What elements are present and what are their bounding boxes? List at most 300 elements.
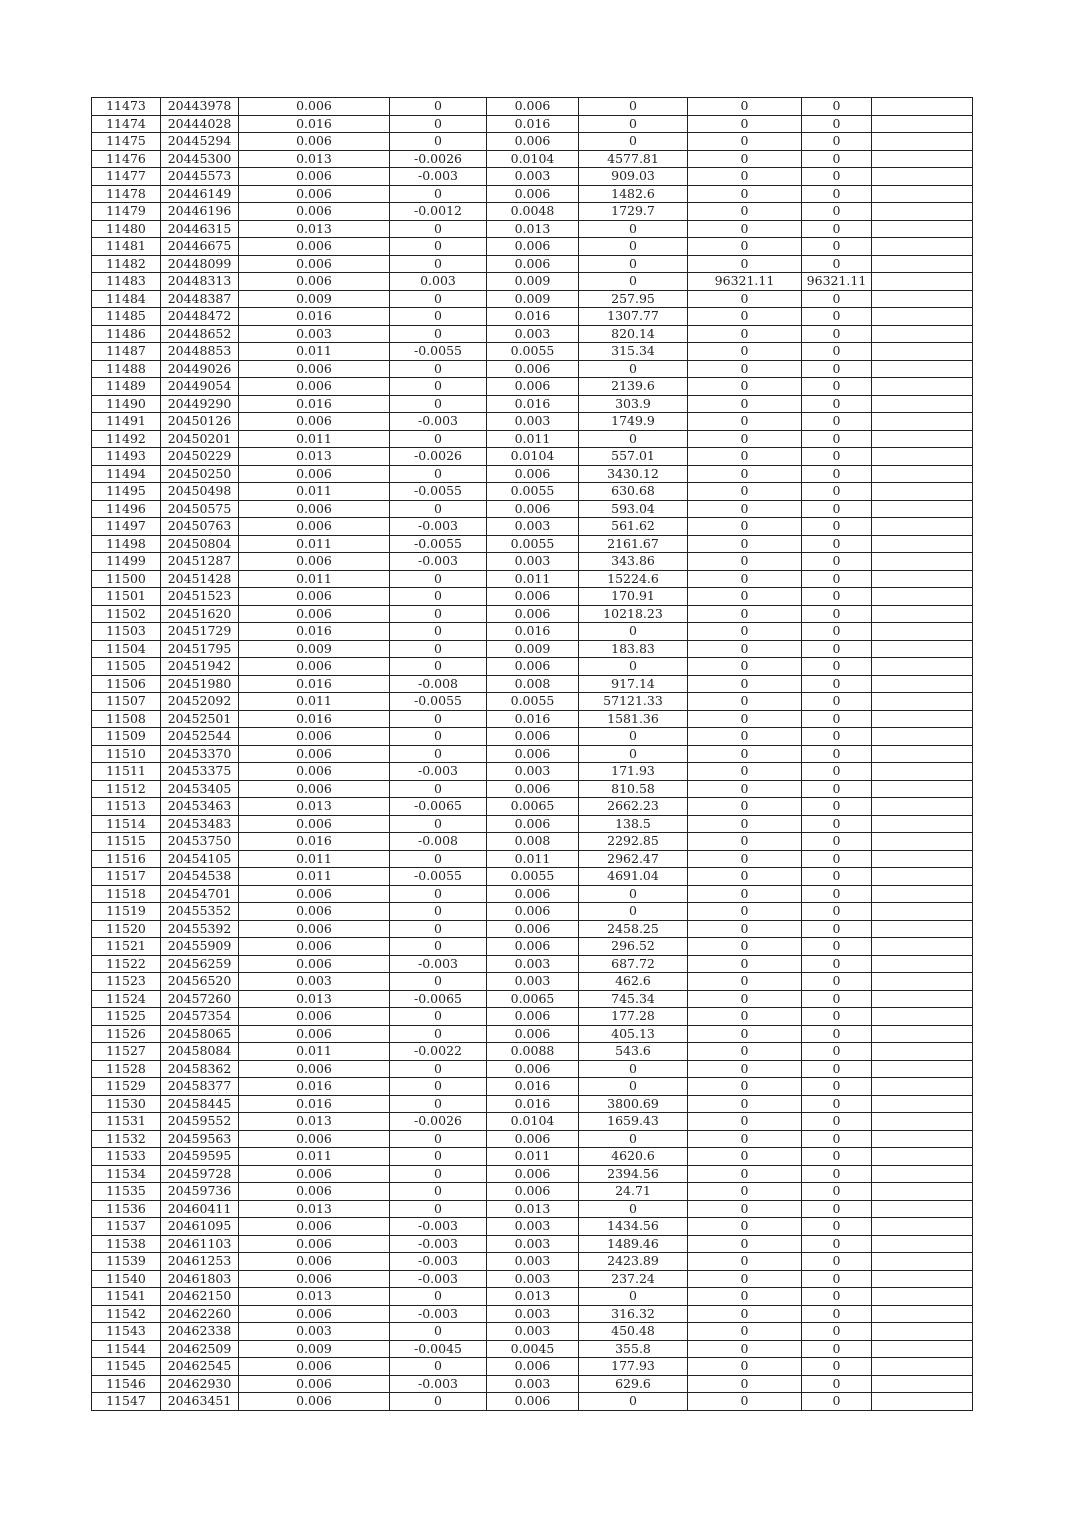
table-row	[92, 535, 973, 553]
value-c-cell: 0.006	[487, 133, 579, 151]
value-d-cell: 0	[688, 483, 802, 501]
value-a-cell: 0.006	[239, 1235, 390, 1253]
value-a-cell: 0.006	[239, 185, 390, 203]
blank-cell	[872, 710, 973, 728]
row-number-cell: 11478	[92, 185, 161, 203]
value-b-cell: 0	[390, 605, 487, 623]
value-c-cell: 0.0104	[487, 1113, 579, 1131]
value-b-cell: 0	[390, 850, 487, 868]
value-c-cell: 0.006	[487, 360, 579, 378]
value-a-cell: 0.006	[239, 1218, 390, 1236]
id-cell: 20450250	[161, 465, 239, 483]
value-c-cell: 0.006	[487, 658, 579, 676]
value-a-cell: 0.013	[239, 1200, 390, 1218]
row-number-cell: 11517	[92, 868, 161, 886]
value-c-cell: 0.008	[487, 833, 579, 851]
id-cell: 20448472	[161, 308, 239, 326]
id-cell: 20454538	[161, 868, 239, 886]
value-a-cell: 0.006	[239, 1358, 390, 1376]
value-e-cell: 0	[802, 973, 872, 991]
value-d-cell: 0	[688, 1095, 802, 1113]
table-row	[92, 588, 973, 606]
value-e-cell: 0	[802, 1235, 872, 1253]
value-d-cell: 0	[688, 675, 802, 693]
table-row	[92, 133, 973, 151]
amount-cell: 0	[579, 1288, 688, 1306]
value-e-cell: 0	[802, 885, 872, 903]
value-a-cell: 0.006	[239, 553, 390, 571]
amount-cell: 10218.23	[579, 605, 688, 623]
value-c-cell: 0.006	[487, 1025, 579, 1043]
row-number-cell: 11544	[92, 1340, 161, 1358]
id-cell: 20455909	[161, 938, 239, 956]
value-e-cell: 0	[802, 1288, 872, 1306]
value-c-cell: 0.006	[487, 728, 579, 746]
value-e-cell: 0	[802, 1305, 872, 1323]
table-row	[92, 1200, 973, 1218]
value-d-cell: 0	[688, 1165, 802, 1183]
amount-cell: 316.32	[579, 1305, 688, 1323]
value-e-cell: 0	[802, 1340, 872, 1358]
value-e-cell: 0	[802, 203, 872, 221]
row-number-cell: 11539	[92, 1253, 161, 1271]
value-c-cell: 0.006	[487, 255, 579, 273]
id-cell: 20451620	[161, 605, 239, 623]
table-row	[92, 623, 973, 641]
blank-cell	[872, 360, 973, 378]
table-row	[92, 868, 973, 886]
id-cell: 20459595	[161, 1148, 239, 1166]
row-number-cell: 11500	[92, 570, 161, 588]
value-e-cell: 0	[802, 255, 872, 273]
id-cell: 20459736	[161, 1183, 239, 1201]
value-d-cell: 0	[688, 448, 802, 466]
value-c-cell: 0.006	[487, 745, 579, 763]
amount-cell: 909.03	[579, 168, 688, 186]
amount-cell: 810.58	[579, 780, 688, 798]
blank-cell	[872, 168, 973, 186]
value-c-cell: 0.006	[487, 605, 579, 623]
value-b-cell: 0	[390, 973, 487, 991]
table-row	[92, 378, 973, 396]
table-row	[92, 168, 973, 186]
value-d-cell: 0	[688, 378, 802, 396]
amount-cell: 0	[579, 115, 688, 133]
row-number-cell: 11528	[92, 1060, 161, 1078]
value-d-cell: 0	[688, 885, 802, 903]
amount-cell: 24.71	[579, 1183, 688, 1201]
row-number-cell: 11520	[92, 920, 161, 938]
table-row	[92, 955, 973, 973]
value-e-cell: 0	[802, 693, 872, 711]
value-d-cell: 0	[688, 395, 802, 413]
table-row	[92, 658, 973, 676]
value-c-cell: 0.0055	[487, 483, 579, 501]
blank-cell	[872, 273, 973, 291]
amount-cell: 57121.33	[579, 693, 688, 711]
row-number-cell: 11547	[92, 1393, 161, 1411]
value-e-cell: 0	[802, 1323, 872, 1341]
row-number-cell: 11532	[92, 1130, 161, 1148]
value-a-cell: 0.009	[239, 1340, 390, 1358]
value-c-cell: 0.006	[487, 98, 579, 116]
value-d-cell: 0	[688, 1323, 802, 1341]
value-a-cell: 0.003	[239, 325, 390, 343]
value-d-cell: 0	[688, 1270, 802, 1288]
value-a-cell: 0.013	[239, 1288, 390, 1306]
value-b-cell: -0.003	[390, 553, 487, 571]
row-number-cell: 11483	[92, 273, 161, 291]
table-row	[92, 920, 973, 938]
amount-cell: 0	[579, 903, 688, 921]
value-b-cell: 0	[390, 395, 487, 413]
amount-cell: 15224.6	[579, 570, 688, 588]
row-number-cell: 11496	[92, 500, 161, 518]
table-row	[92, 1095, 973, 1113]
blank-cell	[872, 973, 973, 991]
value-c-cell: 0.013	[487, 220, 579, 238]
value-c-cell: 0.009	[487, 640, 579, 658]
value-e-cell: 0	[802, 518, 872, 536]
value-e-cell: 0	[802, 763, 872, 781]
id-cell: 20452501	[161, 710, 239, 728]
blank-cell	[872, 588, 973, 606]
value-a-cell: 0.011	[239, 1148, 390, 1166]
value-a-cell: 0.011	[239, 1043, 390, 1061]
value-c-cell: 0.013	[487, 1288, 579, 1306]
table-row	[92, 98, 973, 116]
value-a-cell: 0.013	[239, 220, 390, 238]
blank-cell	[872, 938, 973, 956]
amount-cell: 177.28	[579, 1008, 688, 1026]
value-d-cell: 0	[688, 745, 802, 763]
id-cell: 20451287	[161, 553, 239, 571]
value-b-cell: 0	[390, 133, 487, 151]
id-cell: 20458084	[161, 1043, 239, 1061]
blank-cell	[872, 255, 973, 273]
blank-cell	[872, 763, 973, 781]
table-row	[92, 465, 973, 483]
value-c-cell: 0.011	[487, 430, 579, 448]
value-e-cell: 0	[802, 413, 872, 431]
row-number-cell: 11504	[92, 640, 161, 658]
value-a-cell: 0.006	[239, 920, 390, 938]
id-cell: 20459728	[161, 1165, 239, 1183]
amount-cell: 303.9	[579, 395, 688, 413]
value-a-cell: 0.006	[239, 1183, 390, 1201]
amount-cell: 1434.56	[579, 1218, 688, 1236]
value-a-cell: 0.006	[239, 588, 390, 606]
amount-cell: 0	[579, 133, 688, 151]
value-c-cell: 0.016	[487, 1095, 579, 1113]
value-a-cell: 0.003	[239, 973, 390, 991]
value-e-cell: 0	[802, 745, 872, 763]
row-number-cell: 11511	[92, 763, 161, 781]
value-e-cell: 0	[802, 238, 872, 256]
value-b-cell: 0	[390, 938, 487, 956]
value-a-cell: 0.006	[239, 728, 390, 746]
value-e-cell: 0	[802, 938, 872, 956]
value-d-cell: 0	[688, 255, 802, 273]
value-c-cell: 0.006	[487, 588, 579, 606]
value-d-cell: 0	[688, 903, 802, 921]
value-e-cell: 0	[802, 133, 872, 151]
row-number-cell: 11475	[92, 133, 161, 151]
id-cell: 20453370	[161, 745, 239, 763]
value-a-cell: 0.006	[239, 273, 390, 291]
amount-cell: 0	[579, 745, 688, 763]
table-row	[92, 290, 973, 308]
value-c-cell: 0.003	[487, 413, 579, 431]
value-b-cell: -0.0065	[390, 990, 487, 1008]
table-row	[92, 850, 973, 868]
blank-cell	[872, 500, 973, 518]
id-cell: 20445300	[161, 150, 239, 168]
amount-cell: 2423.89	[579, 1253, 688, 1271]
id-cell: 20462509	[161, 1340, 239, 1358]
id-cell: 20446315	[161, 220, 239, 238]
row-number-cell: 11488	[92, 360, 161, 378]
value-d-cell: 0	[688, 238, 802, 256]
value-b-cell: 0	[390, 500, 487, 518]
table-row	[92, 745, 973, 763]
blank-cell	[872, 728, 973, 746]
id-cell: 20451942	[161, 658, 239, 676]
table-row	[92, 1043, 973, 1061]
amount-cell: 2139.6	[579, 378, 688, 396]
value-c-cell: 0.006	[487, 815, 579, 833]
value-b-cell: 0	[390, 1025, 487, 1043]
blank-cell	[872, 343, 973, 361]
amount-cell: 0	[579, 1393, 688, 1411]
value-e-cell: 0	[802, 98, 872, 116]
table-row	[92, 1130, 973, 1148]
value-d-cell: 0	[688, 343, 802, 361]
value-e-cell: 0	[802, 1060, 872, 1078]
value-e-cell: 0	[802, 850, 872, 868]
id-cell: 20445294	[161, 133, 239, 151]
blank-cell	[872, 203, 973, 221]
value-b-cell: 0	[390, 1095, 487, 1113]
value-c-cell: 0.006	[487, 1060, 579, 1078]
value-c-cell: 0.011	[487, 850, 579, 868]
id-cell: 20462338	[161, 1323, 239, 1341]
table-row	[92, 185, 973, 203]
value-c-cell: 0.003	[487, 1253, 579, 1271]
id-cell: 20451428	[161, 570, 239, 588]
value-b-cell: -0.003	[390, 413, 487, 431]
value-e-cell: 0	[802, 1025, 872, 1043]
table-row	[92, 798, 973, 816]
row-number-cell: 11486	[92, 325, 161, 343]
value-d-cell: 0	[688, 1043, 802, 1061]
amount-cell: 687.72	[579, 955, 688, 973]
value-e-cell: 0	[802, 448, 872, 466]
value-b-cell: -0.0026	[390, 448, 487, 466]
blank-cell	[872, 1305, 973, 1323]
row-number-cell: 11516	[92, 850, 161, 868]
value-e-cell: 0	[802, 588, 872, 606]
value-a-cell: 0.006	[239, 1130, 390, 1148]
id-cell: 20448853	[161, 343, 239, 361]
table-row	[92, 1235, 973, 1253]
id-cell: 20460411	[161, 1200, 239, 1218]
value-a-cell: 0.013	[239, 1113, 390, 1131]
value-c-cell: 0.016	[487, 710, 579, 728]
value-d-cell: 0	[688, 98, 802, 116]
value-b-cell: 0	[390, 658, 487, 676]
value-e-cell: 0	[802, 1200, 872, 1218]
id-cell: 20458362	[161, 1060, 239, 1078]
blank-cell	[872, 1130, 973, 1148]
value-b-cell: 0	[390, 780, 487, 798]
table-row	[92, 1148, 973, 1166]
row-number-cell: 11525	[92, 1008, 161, 1026]
row-number-cell: 11479	[92, 203, 161, 221]
value-a-cell: 0.006	[239, 1393, 390, 1411]
amount-cell: 0	[579, 220, 688, 238]
id-cell: 20450229	[161, 448, 239, 466]
value-d-cell: 0	[688, 990, 802, 1008]
value-c-cell: 0.006	[487, 1183, 579, 1201]
row-number-cell: 11491	[92, 413, 161, 431]
blank-cell	[872, 640, 973, 658]
value-d-cell: 0	[688, 168, 802, 186]
value-d-cell: 0	[688, 150, 802, 168]
id-cell: 20453750	[161, 833, 239, 851]
blank-cell	[872, 290, 973, 308]
table-row	[92, 518, 973, 536]
id-cell: 20455352	[161, 903, 239, 921]
value-a-cell: 0.011	[239, 343, 390, 361]
value-a-cell: 0.006	[239, 238, 390, 256]
id-cell: 20453463	[161, 798, 239, 816]
value-d-cell: 0	[688, 115, 802, 133]
value-e-cell: 0	[802, 815, 872, 833]
table-row	[92, 115, 973, 133]
value-a-cell: 0.011	[239, 535, 390, 553]
value-a-cell: 0.009	[239, 290, 390, 308]
value-e-cell: 0	[802, 1375, 872, 1393]
value-c-cell: 0.0088	[487, 1043, 579, 1061]
value-d-cell: 0	[688, 780, 802, 798]
amount-cell: 177.93	[579, 1358, 688, 1376]
blank-cell	[872, 98, 973, 116]
value-e-cell: 0	[802, 1148, 872, 1166]
value-a-cell: 0.006	[239, 780, 390, 798]
value-d-cell: 0	[688, 973, 802, 991]
value-e-cell: 0	[802, 623, 872, 641]
id-cell: 20445573	[161, 168, 239, 186]
value-b-cell: -0.0026	[390, 1113, 487, 1131]
value-c-cell: 0.006	[487, 780, 579, 798]
blank-cell	[872, 413, 973, 431]
value-d-cell: 0	[688, 1305, 802, 1323]
value-c-cell: 0.003	[487, 763, 579, 781]
row-number-cell: 11477	[92, 168, 161, 186]
id-cell: 20455392	[161, 920, 239, 938]
amount-cell: 0	[579, 885, 688, 903]
value-e-cell: 0	[802, 798, 872, 816]
id-cell: 20449054	[161, 378, 239, 396]
blank-cell	[872, 448, 973, 466]
table-row	[92, 1288, 973, 1306]
value-b-cell: 0	[390, 465, 487, 483]
id-cell: 20448652	[161, 325, 239, 343]
value-d-cell: 0	[688, 1393, 802, 1411]
value-b-cell: -0.003	[390, 1305, 487, 1323]
value-b-cell: 0	[390, 220, 487, 238]
value-d-cell: 0	[688, 1025, 802, 1043]
table-row	[92, 990, 973, 1008]
value-b-cell: 0	[390, 1078, 487, 1096]
value-b-cell: -0.0045	[390, 1340, 487, 1358]
blank-cell	[872, 1270, 973, 1288]
blank-cell	[872, 815, 973, 833]
amount-cell: 0	[579, 1060, 688, 1078]
value-a-cell: 0.013	[239, 798, 390, 816]
amount-cell: 296.52	[579, 938, 688, 956]
row-number-cell: 11494	[92, 465, 161, 483]
row-number-cell: 11507	[92, 693, 161, 711]
value-c-cell: 0.006	[487, 1393, 579, 1411]
value-c-cell: 0.006	[487, 500, 579, 518]
value-a-cell: 0.006	[239, 518, 390, 536]
blank-cell	[872, 623, 973, 641]
value-d-cell: 0	[688, 798, 802, 816]
value-c-cell: 0.006	[487, 920, 579, 938]
value-a-cell: 0.016	[239, 115, 390, 133]
amount-cell: 2161.67	[579, 535, 688, 553]
value-d-cell: 0	[688, 500, 802, 518]
row-number-cell: 11543	[92, 1323, 161, 1341]
value-b-cell: 0	[390, 1008, 487, 1026]
table-row	[92, 1165, 973, 1183]
value-b-cell: 0	[390, 430, 487, 448]
value-b-cell: 0	[390, 623, 487, 641]
value-d-cell: 0	[688, 1375, 802, 1393]
id-cell: 20462150	[161, 1288, 239, 1306]
value-e-cell: 0	[802, 570, 872, 588]
value-d-cell: 0	[688, 868, 802, 886]
value-d-cell: 0	[688, 1200, 802, 1218]
value-e-cell: 0	[802, 500, 872, 518]
id-cell: 20454701	[161, 885, 239, 903]
row-number-cell: 11489	[92, 378, 161, 396]
value-c-cell: 0.003	[487, 1218, 579, 1236]
value-e-cell: 0	[802, 833, 872, 851]
row-number-cell: 11476	[92, 150, 161, 168]
blank-cell	[872, 868, 973, 886]
amount-cell: 543.6	[579, 1043, 688, 1061]
blank-cell	[872, 308, 973, 326]
value-d-cell: 0	[688, 535, 802, 553]
id-cell: 20454105	[161, 850, 239, 868]
value-a-cell: 0.003	[239, 1323, 390, 1341]
amount-cell: 0	[579, 255, 688, 273]
blank-cell	[872, 553, 973, 571]
value-a-cell: 0.013	[239, 150, 390, 168]
blank-cell	[872, 798, 973, 816]
table-row	[92, 483, 973, 501]
amount-cell: 0	[579, 1130, 688, 1148]
row-number-cell: 11492	[92, 430, 161, 448]
table-row	[92, 1183, 973, 1201]
value-a-cell: 0.006	[239, 360, 390, 378]
id-cell: 20458377	[161, 1078, 239, 1096]
value-c-cell: 0.006	[487, 938, 579, 956]
blank-cell	[872, 745, 973, 763]
